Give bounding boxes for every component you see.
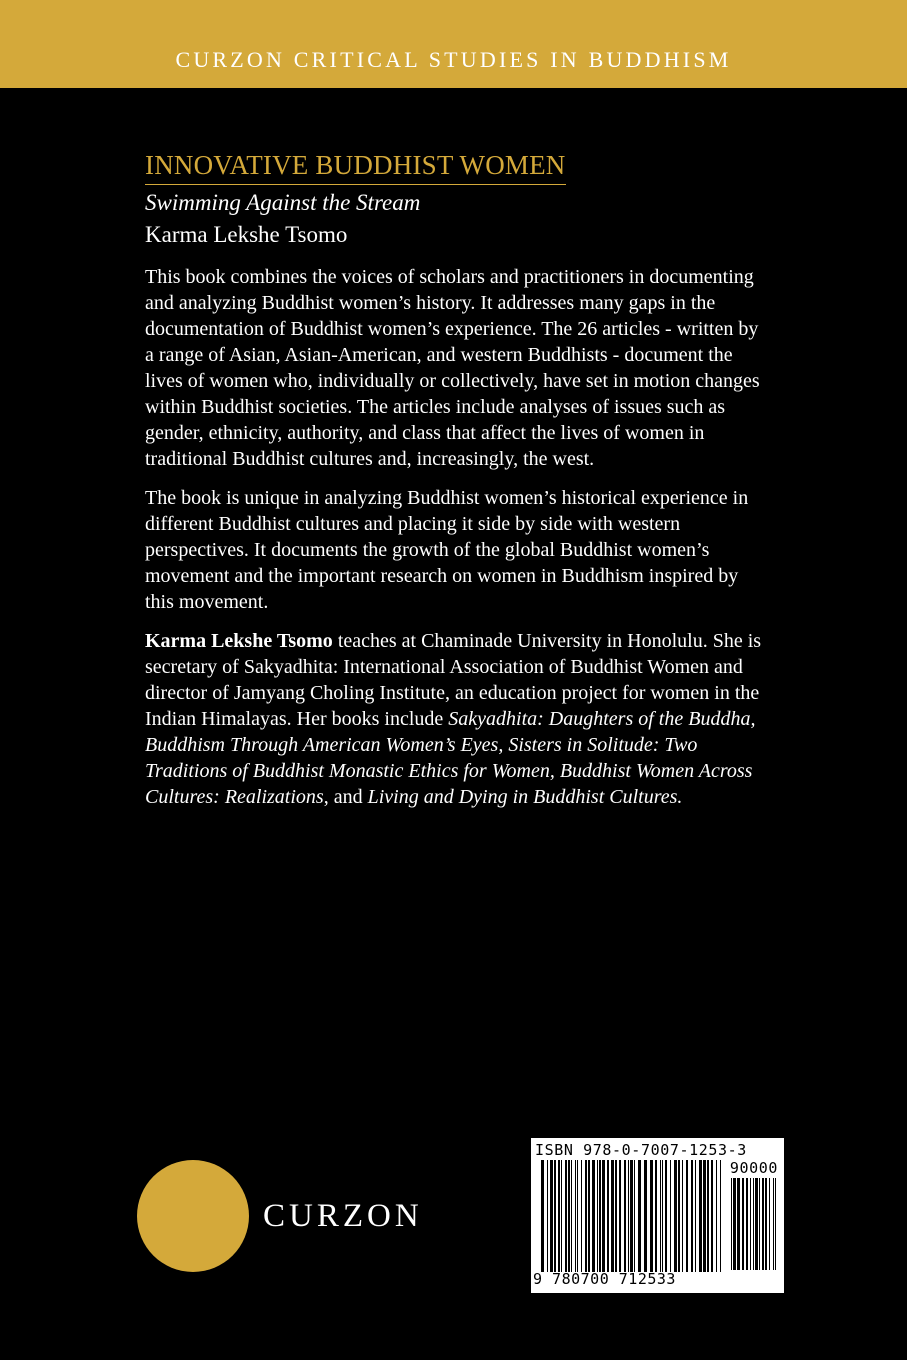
addon-barcode-bars (731, 1178, 777, 1270)
barcode-bar (707, 1160, 709, 1272)
barcode-bar (602, 1160, 605, 1272)
barcode-bar (650, 1160, 653, 1272)
barcode-bar (541, 1160, 544, 1272)
barcode-bar (577, 1160, 578, 1272)
barcode-bar (630, 1160, 633, 1272)
barcode-bar (588, 1160, 590, 1272)
bio-text: teaches at Chaminade University in Honolulu. She is secretary of Sakyadhita: International Association of Buddhist Women and director of Jamyang Choling Institute, an education project for women in the Indian Himalayas. Her books include (145, 630, 762, 730)
author-bio (145, 628, 765, 810)
bio-last-book-title: Living and Dying in Buddhist Cultures. (367, 786, 683, 808)
barcode-bar (765, 1178, 767, 1270)
barcode-bar (753, 1178, 754, 1270)
barcode-bar (550, 1160, 553, 1272)
barcode-bar (662, 1160, 663, 1272)
description-paragraph-2: The book is unique in analyzing Buddhist women’s historical experience in different Buddhist cultures and placing it side by side with western perspectives. It documents the growth of the global Buddhist women’s movement and the important research on women in Buddhism inspired by this movement. (145, 487, 749, 613)
barcode-bar (665, 1160, 667, 1272)
barcode-bar (558, 1160, 560, 1272)
barcode-bar (611, 1160, 614, 1272)
barcode-bar (585, 1160, 587, 1272)
barcode-bar (607, 1160, 609, 1272)
barcode-bar (634, 1160, 635, 1272)
barcode-bar (597, 1160, 598, 1272)
barcode-bar (565, 1160, 567, 1272)
barcode-bar (773, 1178, 774, 1270)
book-author: Karma Lekshe Tsomo (145, 222, 348, 247)
barcode-bar (674, 1160, 677, 1272)
book-title: INNOVATIVE BUDDHIST WOMEN (145, 148, 566, 185)
barcode-bar (592, 1160, 595, 1272)
barcode-bar (737, 1178, 740, 1270)
isbn-label: ISBN 978-0-7007-1253-3 (535, 1141, 747, 1159)
series-title: CURZON CRITICAL STUDIES IN BUDDHISM (175, 47, 732, 72)
bio-and-text: , and (323, 786, 368, 808)
barcode-bar (695, 1160, 696, 1272)
barcode-bar (762, 1178, 764, 1270)
series-band (0, 0, 907, 88)
barcode-bar (742, 1178, 744, 1270)
barcode-bar (581, 1160, 582, 1272)
barcode-bar (750, 1178, 751, 1270)
barcode-bar (599, 1160, 601, 1272)
barcode-bar (655, 1160, 657, 1272)
ean-digits: 9 780700 712533 (533, 1270, 676, 1288)
barcode-bar (615, 1160, 617, 1272)
barcode-bar (716, 1160, 717, 1272)
barcode-bar (720, 1160, 721, 1272)
bio-author-name: Karma Lekshe Tsomo (145, 630, 333, 652)
barcode-bar (682, 1160, 683, 1272)
barcode-bar (731, 1178, 732, 1270)
barcode-bar (568, 1160, 570, 1272)
barcode-bar (619, 1160, 621, 1272)
barcode-bar (624, 1160, 626, 1272)
publisher-name: CURZON (263, 1198, 423, 1234)
barcode-bar (733, 1178, 736, 1270)
barcode-bar (775, 1178, 776, 1270)
publisher-logo-circle (137, 1160, 249, 1272)
barcode-bar (554, 1160, 556, 1272)
barcode-bar (691, 1160, 693, 1272)
book-subtitle: Swimming Against the Stream (145, 190, 421, 215)
description-paragraph-1: This book combines the voices of scholars and practitioners in documenting and analyzing Buddhist women’s history. It addresses many gaps in the documentation of Buddhist women’s experience. The 26 articles - written by a range of Asian, Asian-American, and western Buddhists - document the lives of women who, individually or collectively, have set in motion changes within Buddhist societies. The articles include analyses of issues such as gender, ethnicity, authority, and class that affect the lives of women in traditional Buddhist cultures and, increasingly, the west. (145, 266, 760, 470)
barcode-bar (678, 1160, 680, 1272)
bio-book-titles: Sakyadhita: Daughters of the Buddha, Buddhism Through American Women’s Eyes, Sisters in Solitude: Two Traditions of Buddhist Monastic Ethics for Women, Buddhist Women Across Cultures: Realizations (145, 708, 756, 808)
barcode-bar (575, 1160, 576, 1272)
barcode-bar (755, 1178, 758, 1270)
main-barcode-bars (541, 1160, 723, 1272)
barcode-bar (769, 1178, 770, 1270)
barcode-bar (628, 1160, 629, 1272)
barcode-bar (670, 1160, 671, 1272)
barcode-bar (571, 1160, 572, 1272)
barcode-bar (547, 1160, 548, 1272)
barcode-bar (746, 1178, 748, 1270)
price-code: 90000 (729, 1159, 778, 1177)
barcode (531, 1138, 784, 1293)
barcode-bar (644, 1160, 647, 1272)
barcode-bar (660, 1160, 661, 1272)
barcode-bar (711, 1160, 713, 1272)
back-cover-content (145, 148, 765, 810)
barcode-bar (686, 1160, 688, 1272)
barcode-bar (561, 1160, 562, 1272)
barcode-bar (703, 1160, 706, 1272)
barcode-bar (759, 1178, 760, 1270)
barcode-bar (699, 1160, 702, 1272)
barcode-bar (638, 1160, 641, 1272)
